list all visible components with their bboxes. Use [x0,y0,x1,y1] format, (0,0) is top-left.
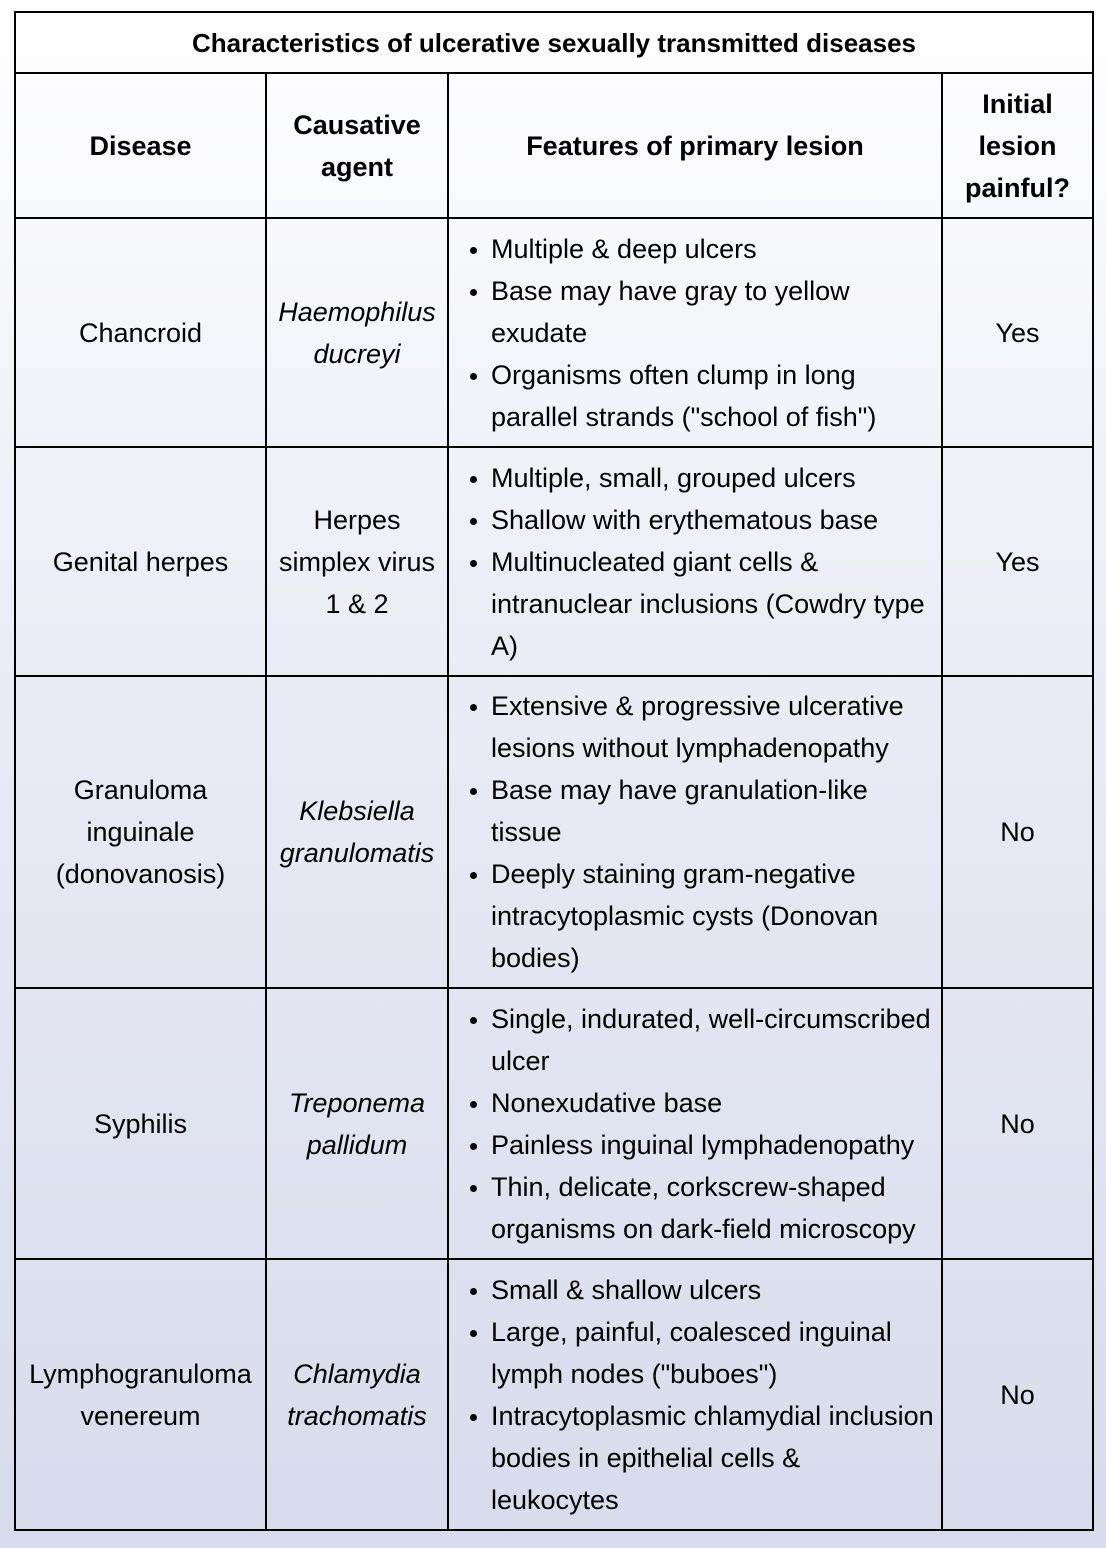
disease-cell: Chancroid [15,218,266,447]
header-painful: Initial lesion painful? [942,73,1093,218]
painful-cell: No [942,676,1093,988]
table-row [15,447,1093,676]
title-row [15,12,1093,73]
feature-item: • Multiple, small, grouped ulcers [491,457,935,499]
agent-cell: Klebsiella granulomatis [266,676,448,988]
disease-cell: Genital herpes [15,447,266,676]
features-list [449,998,935,1250]
feature-item: • Multinucleated giant cells & intranuclear inclusions (Cowdry type A) [491,541,935,667]
table-row [15,218,1093,447]
agent-cell: Herpes simplex virus 1 & 2 [266,447,448,676]
disease-cell: Syphilis [15,988,266,1259]
features-list [449,1269,935,1521]
feature-item: • Small & shallow ulcers [491,1269,935,1311]
table-row [15,1259,1093,1530]
features-cell [448,988,942,1259]
feature-item: • Shallow with erythematous base [491,499,935,541]
feature-item: • Organisms often clump in long parallel strands ("school of fish") [491,354,935,438]
table-title: Characteristics of ulcerative sexually transmitted diseases [15,12,1093,73]
header-features: Features of primary lesion [448,73,942,218]
painful-cell: No [942,1259,1093,1530]
agent-cell: Haemophilus ducreyi [266,218,448,447]
feature-item: • Large, painful, coalesced inguinal lymph nodes ("buboes") [491,1311,935,1395]
features-cell [448,1259,942,1530]
table-body [15,218,1093,1530]
feature-item: • Intracytoplasmic chlamydial inclusion bodies in epithelial cells & leukocytes [491,1395,935,1521]
agent-cell: Treponema pallidum [266,988,448,1259]
painful-cell: No [942,988,1093,1259]
features-cell [448,447,942,676]
features-cell [448,218,942,447]
feature-item: • Painless inguinal lymphadenopathy [491,1124,935,1166]
table-row [15,676,1093,988]
table-row [15,988,1093,1259]
header-disease: Disease [15,73,266,218]
std-table-container [14,11,1094,1531]
agent-cell: Chlamydia trachomatis [266,1259,448,1530]
feature-item: • Single, indurated, well-circumscribed ulcer [491,998,935,1082]
disease-cell: Granuloma inguinale (donovanosis) [15,676,266,988]
feature-item: • Nonexudative base [491,1082,935,1124]
features-cell [448,676,942,988]
features-list [449,685,935,979]
painful-cell: Yes [942,218,1093,447]
header-row [15,73,1093,218]
ulcerative-std-table [14,11,1094,1531]
disease-cell: Lymphogranuloma venereum [15,1259,266,1530]
feature-item: • Base may have gray to yellow exudate [491,270,935,354]
header-agent: Causative agent [266,73,448,218]
painful-cell: Yes [942,447,1093,676]
features-list [449,457,935,667]
feature-item: • Thin, delicate, corkscrew-shaped organisms on dark-field microscopy [491,1166,935,1250]
feature-item: • Extensive & progressive ulcerative lesions without lymphadenopathy [491,685,935,769]
feature-item: • Multiple & deep ulcers [491,228,935,270]
feature-item: • Deeply staining gram-negative intracytoplasmic cysts (Donovan bodies) [491,853,935,979]
features-list [449,228,935,438]
feature-item: • Base may have granulation-like tissue [491,769,935,853]
